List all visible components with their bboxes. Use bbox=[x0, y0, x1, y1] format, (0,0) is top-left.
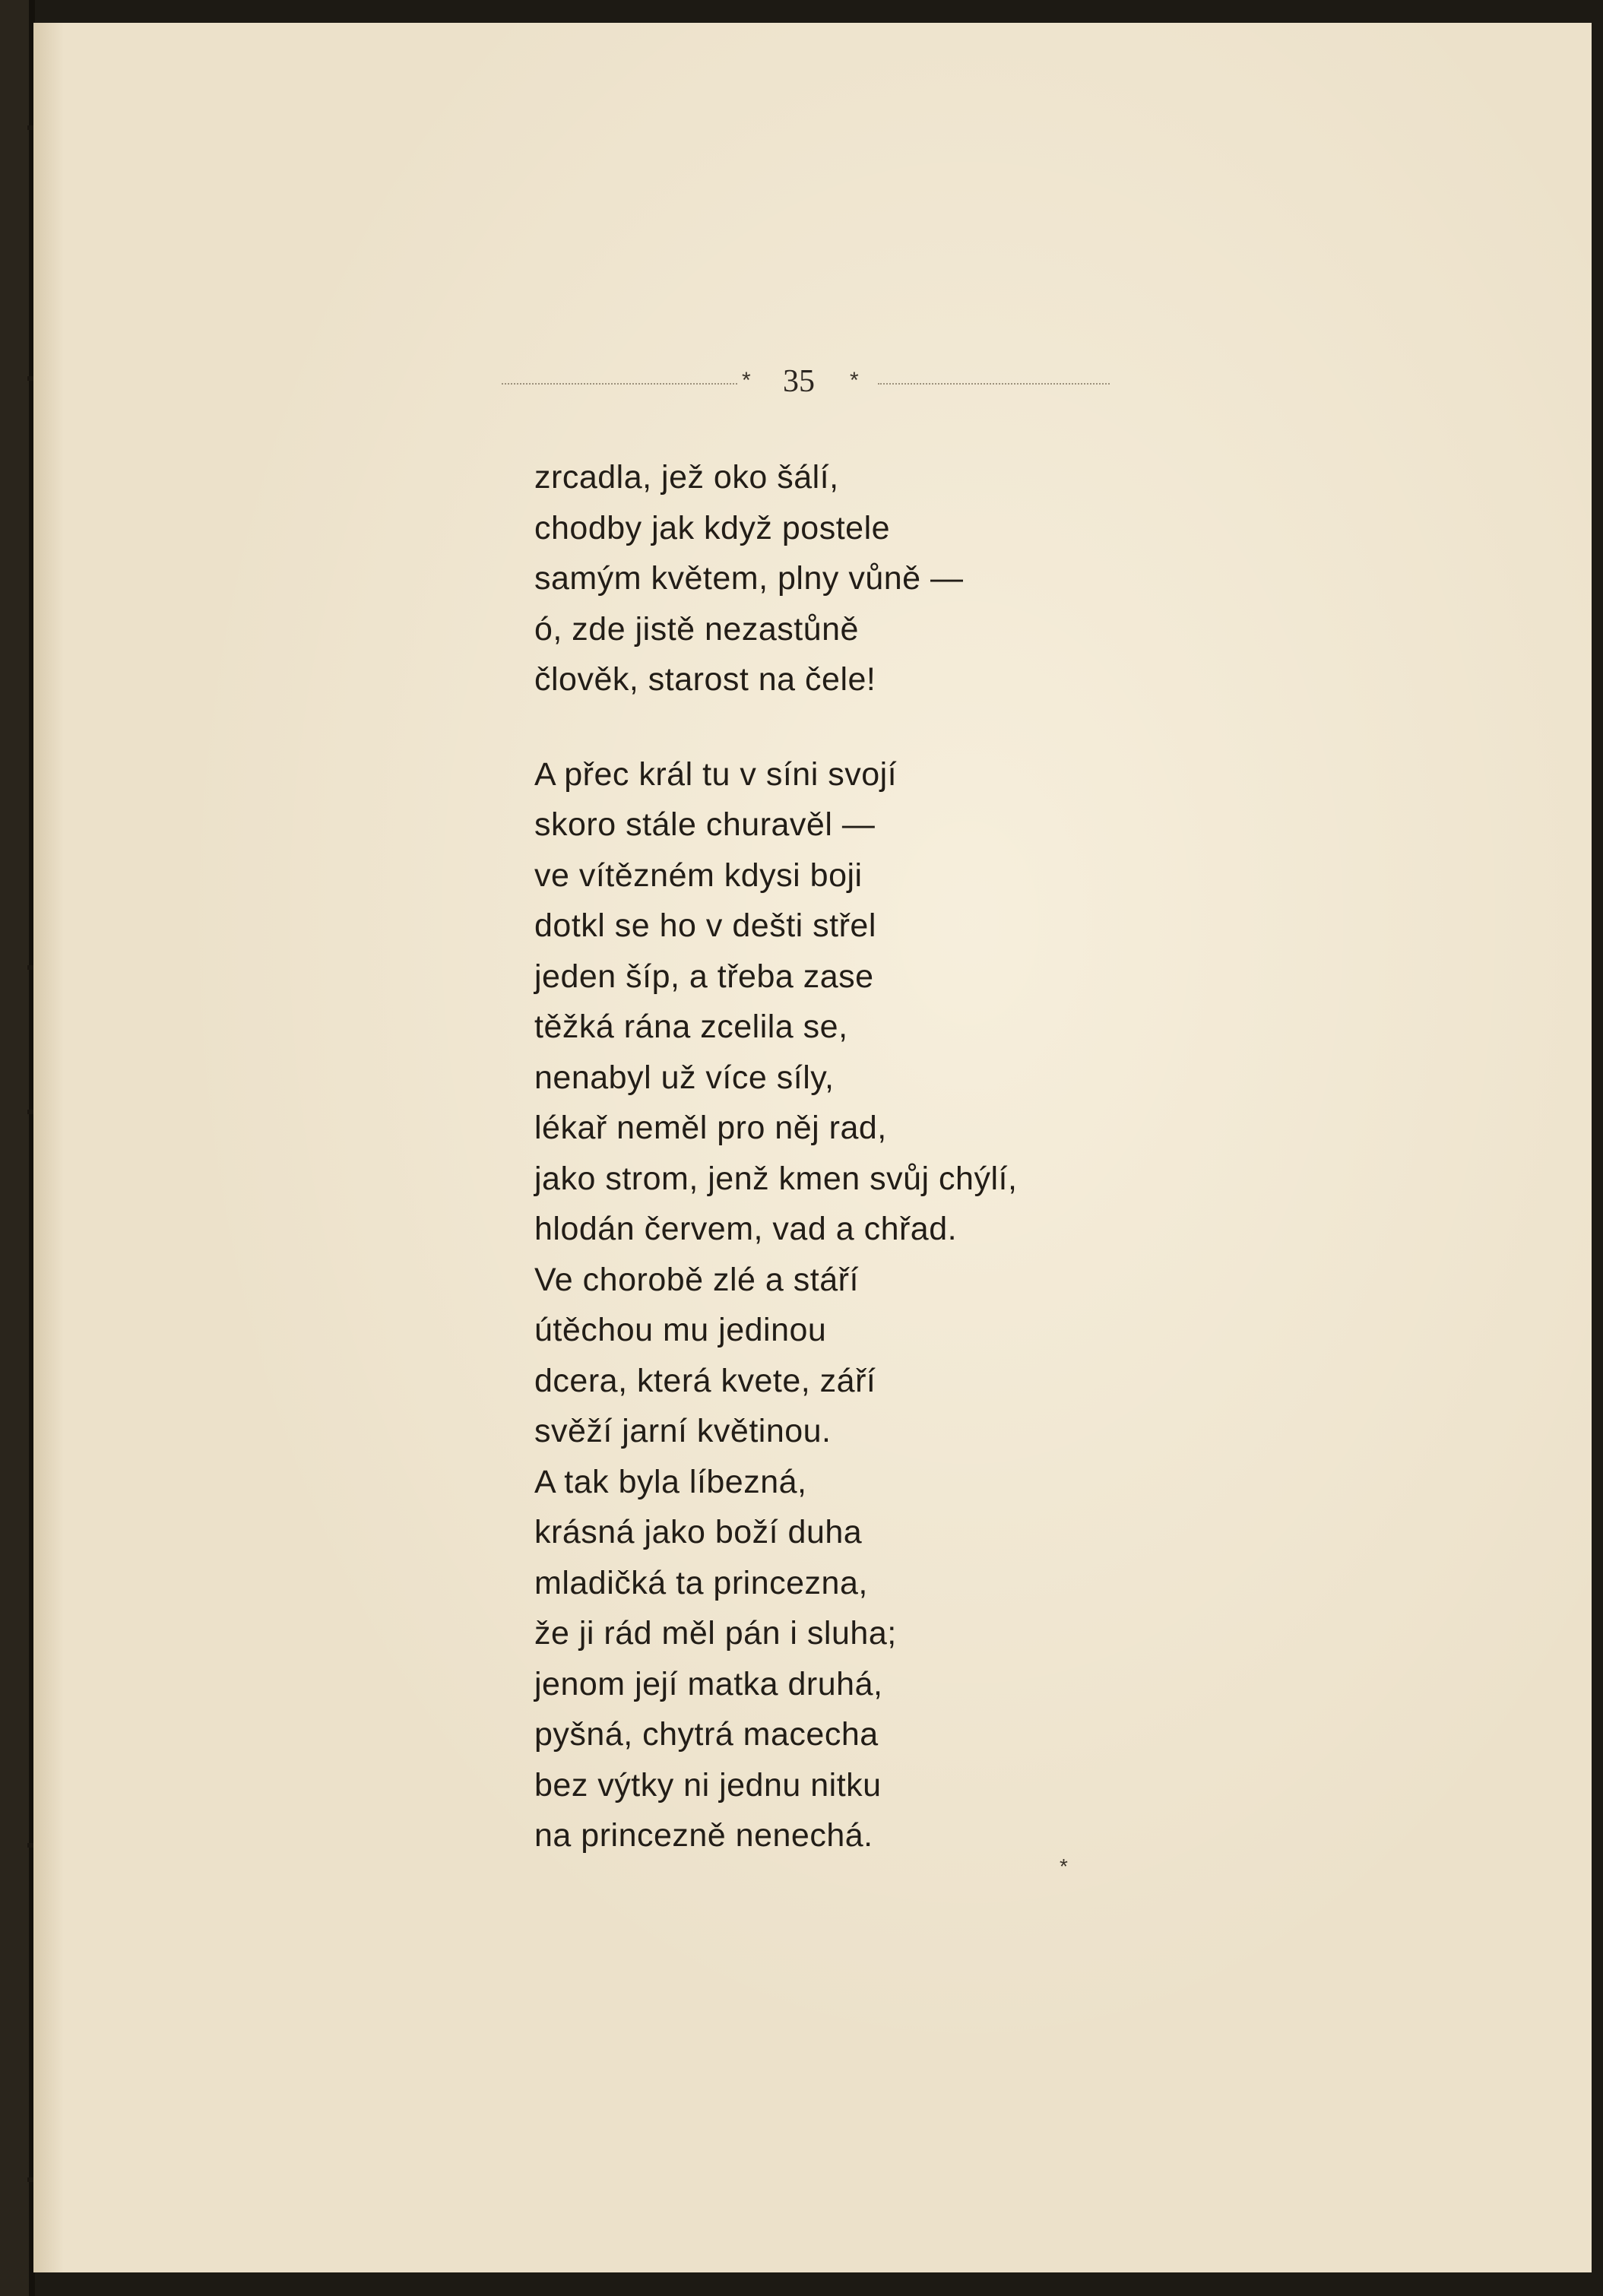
verse-line: hlodán červem, vad a chřad. bbox=[534, 1211, 958, 1247]
verse-line: A přec král tu v síni svojí bbox=[534, 755, 898, 793]
verse-line: ó, zde jistě nezastůně bbox=[534, 610, 859, 648]
verse-line: lékař neměl pro něj rad, bbox=[534, 1110, 887, 1146]
end-star-ornament: * bbox=[1060, 1854, 1068, 1878]
page-header bbox=[502, 363, 1110, 398]
verse-line: mladičká ta princezna, bbox=[534, 1564, 868, 1601]
verse-line: pyšná, chytrá macecha bbox=[534, 1716, 879, 1753]
stanza bbox=[534, 749, 1332, 1861]
stanza-gap bbox=[534, 705, 1332, 749]
verse-line: na princezně nenechá. bbox=[534, 1817, 873, 1854]
verse-line: jenom její matka druhá, bbox=[534, 1665, 883, 1702]
verse-line: ve vítězném kdysi boji bbox=[534, 857, 863, 894]
verse-line: skoro stále churavěl — bbox=[534, 806, 876, 843]
poem-text bbox=[534, 452, 1332, 1861]
page-number: 35 bbox=[783, 364, 815, 399]
star-ornament-right: * bbox=[850, 368, 859, 393]
verse-line: krásná jako boží duha bbox=[534, 1514, 863, 1550]
verse-line: jeden šíp, a třeba zase bbox=[534, 958, 874, 995]
verse-line: bez výtky ni jednu nitku bbox=[534, 1766, 882, 1804]
verse-line: útěchou mu jedinou bbox=[534, 1312, 827, 1348]
verse-line: Ve chorobě zlé a stáří bbox=[534, 1261, 859, 1298]
verse-line: dotkl se ho v dešti střel bbox=[534, 907, 876, 944]
verse-line: zrcadla, jež oko šálí, bbox=[534, 459, 839, 496]
stanza bbox=[534, 452, 1332, 705]
verse-line: A tak byla líbezná, bbox=[534, 1463, 807, 1500]
verse-line: že ji rád měl pán i sluha; bbox=[534, 1615, 897, 1652]
dotted-rule-right bbox=[878, 383, 1110, 385]
verse-line: svěží jarní květinou. bbox=[534, 1413, 832, 1449]
verse-line: nenabyl už více síly, bbox=[534, 1059, 835, 1096]
verse-line: chodby jak když postele bbox=[534, 509, 891, 546]
verse-line: dcera, která kvete, září bbox=[534, 1362, 876, 1399]
star-ornament-left: * bbox=[742, 368, 751, 393]
verse-line: člověk, starost na čele! bbox=[534, 661, 876, 698]
verse-line: těžká rána zcelila se, bbox=[534, 1009, 848, 1045]
dotted-rule-left bbox=[502, 383, 737, 385]
verse-line: jako strom, jenž kmen svůj chýlí, bbox=[534, 1160, 1018, 1197]
verse-line: samým květem, plny vůně — bbox=[534, 560, 964, 597]
